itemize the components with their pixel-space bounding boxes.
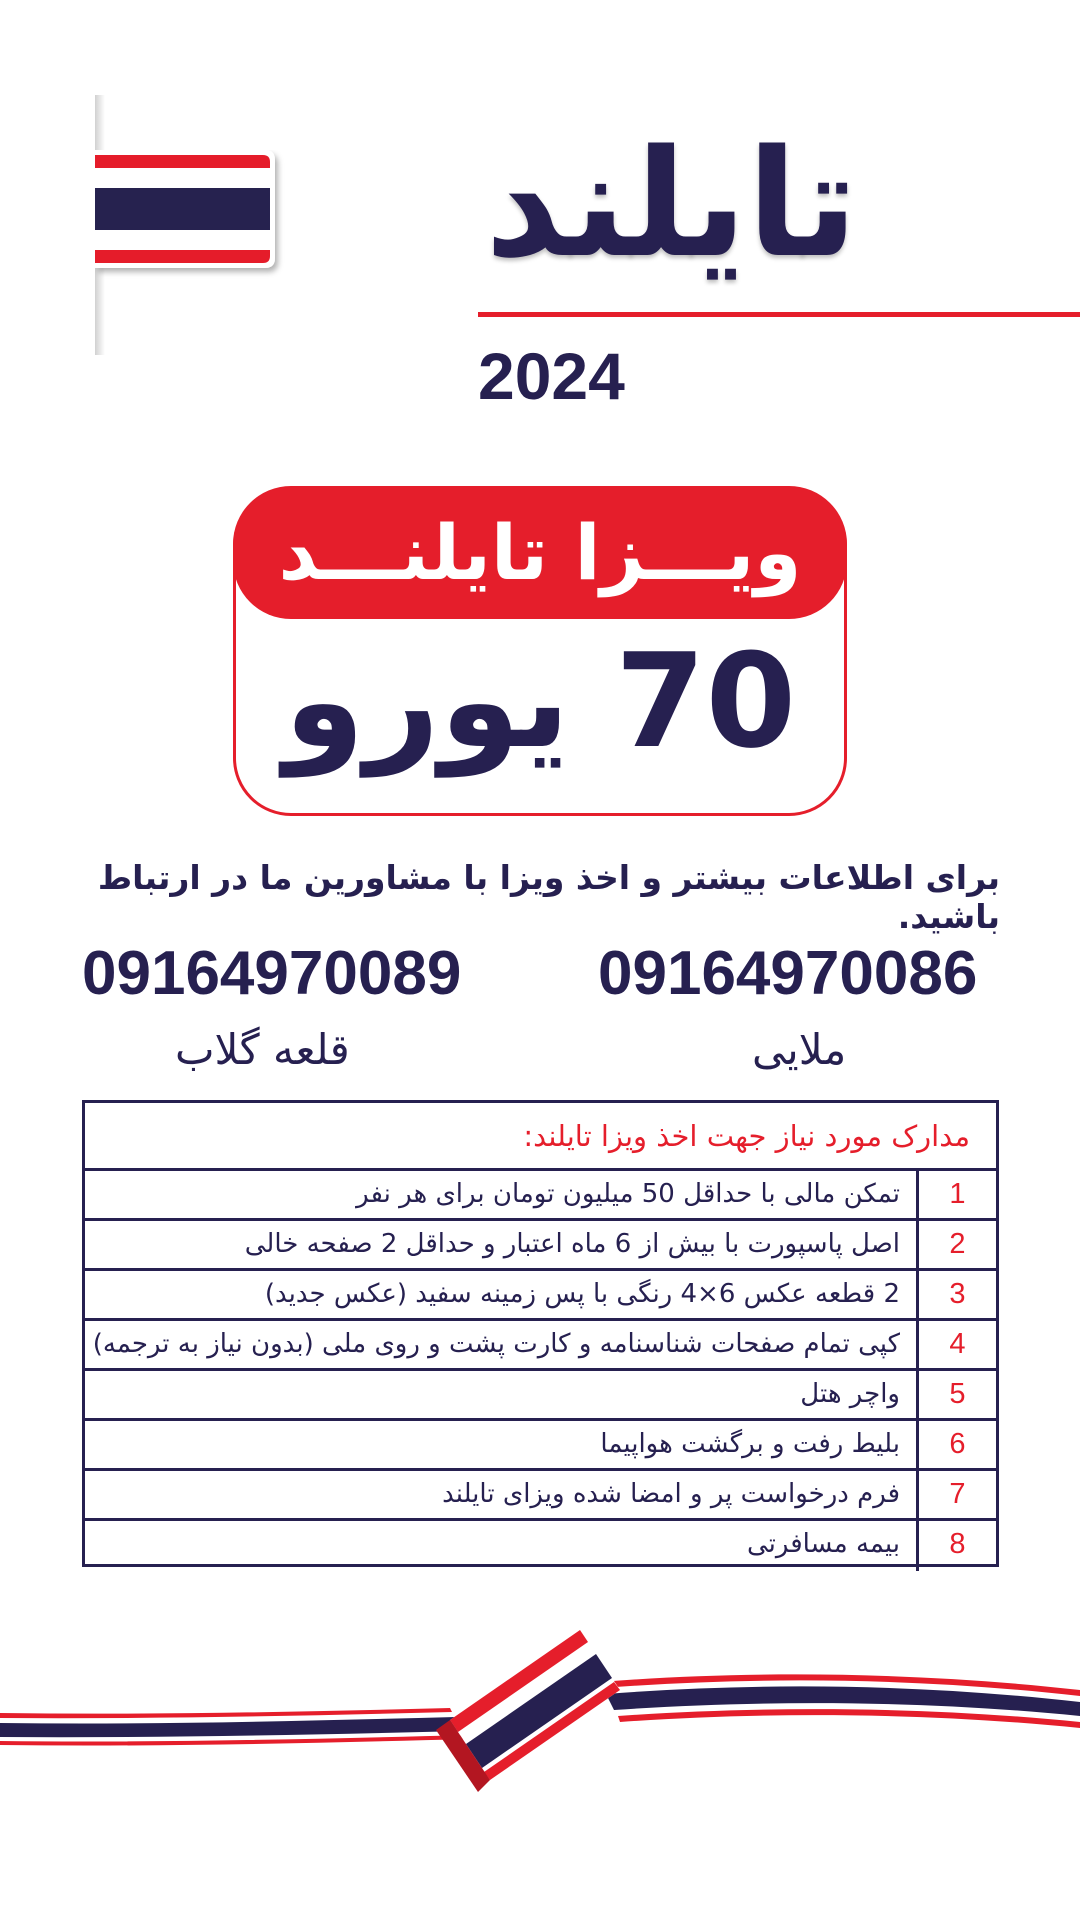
thailand-flag-ribbon: [0, 1620, 1080, 1820]
row-number: 5: [916, 1371, 996, 1418]
branch-name-2: قلعه گلاب: [175, 1025, 350, 1074]
visa-price: 70 یورو: [283, 625, 797, 777]
branch-name-1: ملایی: [752, 1025, 847, 1074]
row-number: 8: [916, 1521, 996, 1571]
phone-number-2[interactable]: 09164970089: [82, 939, 462, 1008]
row-text: فرم درخواست پر و امضا شده ویزای تایلند: [442, 1479, 900, 1509]
row-text: 2 قطعه عکس 6×4 رنگی با پس زمینه سفید (عکس جدید): [264, 1279, 900, 1309]
flag-graphic: [95, 150, 285, 280]
row-text: تمکن مالی با حداقل 50 میلیون تومان برای هر نفر: [356, 1179, 900, 1209]
row-text: کپی تمام صفحات شناسنامه و کارت پشت و روی ملی (بدون نیاز به ترجمه): [92, 1329, 900, 1359]
page-title: تایلند: [484, 118, 858, 290]
table-row: [85, 1221, 996, 1271]
visa-title: ویـــزا تایلنـــد: [278, 508, 802, 597]
phone-number-1[interactable]: 09164970086: [598, 939, 978, 1008]
year-label: 2024: [478, 339, 625, 413]
table-row: [85, 1321, 996, 1371]
row-text: بلیط رفت و برگشت هواپیما: [600, 1429, 900, 1459]
table-row: [85, 1271, 996, 1321]
row-text: واچر هتل: [800, 1379, 900, 1409]
row-text: بیمه مسافرتی: [746, 1529, 900, 1559]
thailand-flag-icon: [95, 95, 295, 355]
title-underline: [478, 312, 1080, 317]
row-number: 7: [916, 1471, 996, 1518]
table-row: [85, 1371, 996, 1421]
row-number: 1: [916, 1171, 996, 1218]
table-row: [85, 1521, 996, 1571]
row-number: 2: [916, 1221, 996, 1268]
documents-table: [82, 1100, 999, 1567]
row-number: 6: [916, 1421, 996, 1468]
table-row: [85, 1421, 996, 1471]
contact-text: برای اطلاعات بیشتر و اخذ ویزا با مشاورین ما در ارتباط باشید.: [97, 858, 1000, 936]
row-number: 4: [916, 1321, 996, 1368]
row-number: 3: [916, 1271, 996, 1318]
table-row: [85, 1171, 996, 1221]
table-row: [85, 1471, 996, 1521]
price-card-header: [233, 486, 847, 619]
documents-title: مدارک مورد نیاز جهت اخذ ویزا تایلند:: [85, 1103, 996, 1171]
row-text: اصل پاسپورت با بیش از 6 ماه اعتبار و حداقل 2 صفحه خالی: [244, 1229, 900, 1259]
